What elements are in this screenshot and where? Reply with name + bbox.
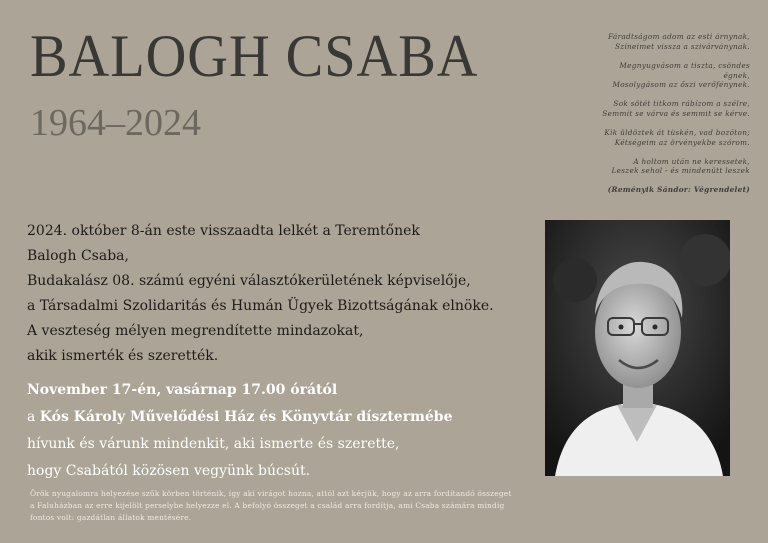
poem-line: Kétségeim az örvényekbe szórom. [614, 137, 750, 147]
invitation-line: hívunk és várunk mindenkit, aki ismerte és szerette, [27, 436, 400, 452]
invitation-venue-prefix: a [27, 409, 40, 425]
poem-line: Mosolygásom az őszi verőfénynek. [612, 80, 750, 90]
life-years: 1964–2024 [30, 102, 201, 144]
poem-attribution: (Reményik Sándor: Végrendelet) [607, 185, 750, 195]
invitation-line: hogy Csabától közösen vegyünk búcsút. [27, 463, 311, 479]
poem-stanza [512, 128, 750, 148]
portrait-photo [545, 220, 730, 476]
poem-stanza [512, 99, 750, 119]
poem-stanza [512, 32, 750, 52]
announcement-line: Budakalász 08. számú egyéni választókerületének képviselője, [27, 273, 471, 289]
footer-note [30, 488, 690, 524]
footer-line: fontos volt: gazdátlan állatok mentésére. [30, 513, 192, 522]
announcement-line: Balogh Csaba, [27, 248, 129, 264]
invitation-venue-line [27, 404, 547, 431]
poem-line: Semmit se várva és semmit se kérve. [602, 109, 750, 119]
poem-stanza [512, 157, 750, 177]
poem [512, 32, 750, 195]
poem-line: Kik üldöztek át tüskén, vad bozóton; [604, 127, 750, 137]
poem-line: Fáradtságom adom az esti árnynak, [608, 32, 750, 41]
deceased-name: BALOGH CSABA [30, 23, 479, 89]
poem-line: Leszek sehol - és mindenütt leszek [611, 166, 750, 176]
poem-stanza [512, 61, 750, 91]
invitation-date: November 17-én, vasárnap 17.00 órától [27, 382, 338, 398]
footer-line: Örök nyugalomra helyezése szűk körben történik, így aki virágot hozna, attól azt kérjük, hogy az arra fordítandó összeget [30, 489, 512, 498]
announcement [27, 219, 547, 369]
announcement-line: akik ismerték és szerették. [27, 348, 219, 364]
poem-line: A holtom után ne keressetek, [633, 156, 750, 166]
poem-line: Megnyugvásom a tiszta, csöndes [619, 60, 750, 70]
invitation [27, 377, 547, 485]
portrait-icon [545, 220, 730, 476]
poem-line: égnek, [723, 70, 750, 80]
poem-line: Sok sötét titkom rábízom a szélre, [613, 99, 750, 109]
poem-line: Színeimet vissza a szivárványnak. [614, 41, 750, 51]
announcement-line: 2024. október 8-án este visszaadta lelkét a Teremtőnek [27, 223, 420, 239]
announcement-line: A veszteség mélyen megrendítette mindazokat, [27, 323, 364, 339]
footer-line: a Faluházban az erre kijelölt perselybe helyezze el. A befolyó összeget a család arra fordítja, ami Csaba számára mindig [30, 501, 505, 510]
announcement-line: a Társadalmi Szolidaritás és Humán Ügyek Bizottságának elnöke. [27, 298, 494, 314]
invitation-venue: Kós Károly Művelődési Ház és Könyvtár dísztermébe [39, 409, 453, 425]
